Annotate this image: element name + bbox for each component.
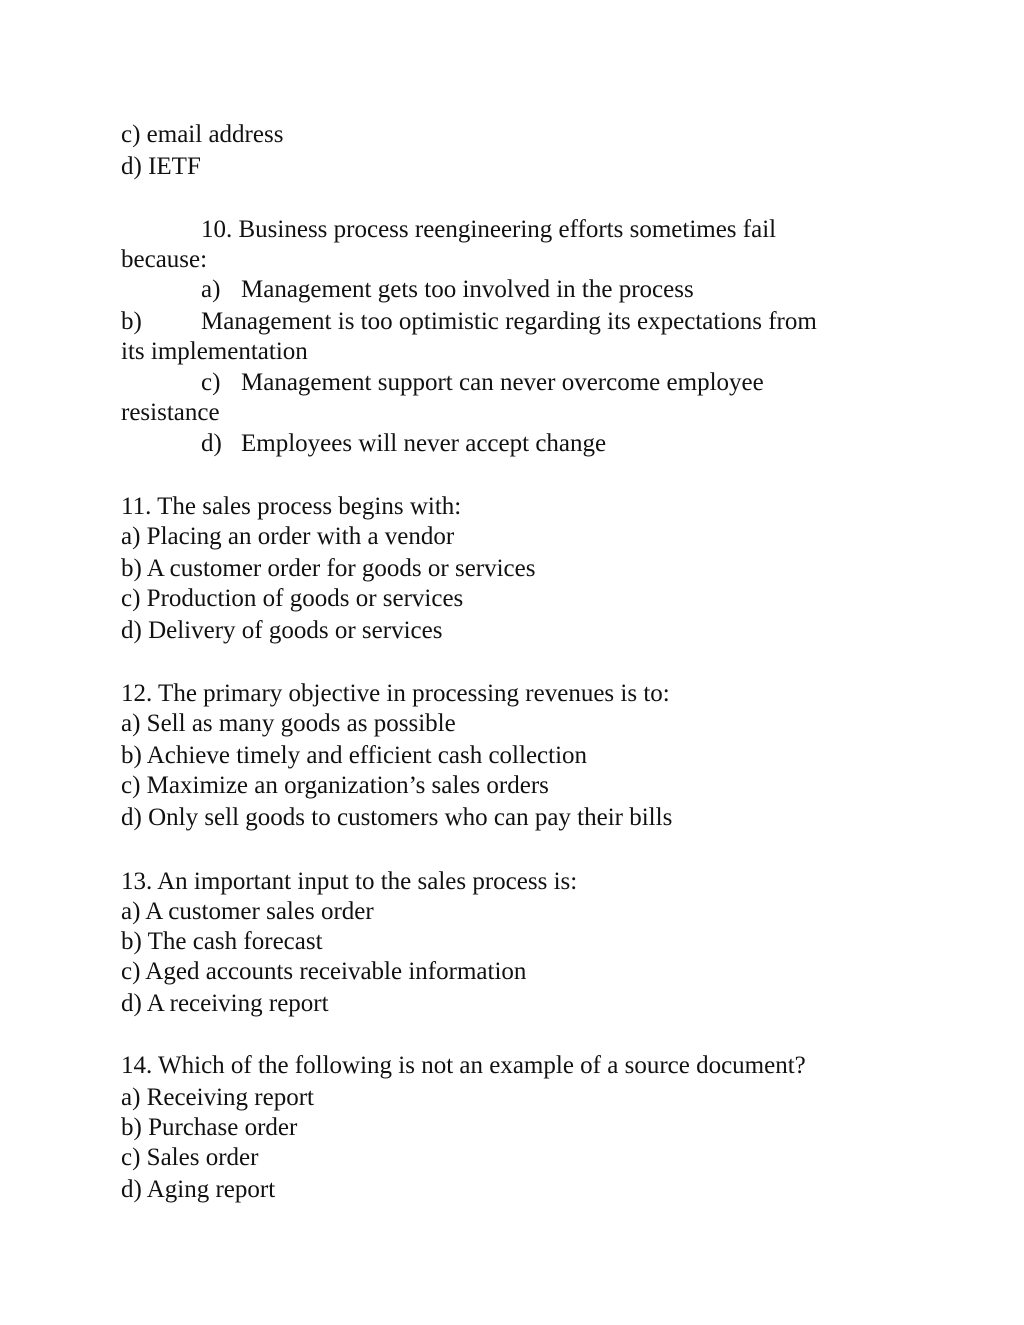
question-11-stem: 11. The sales process begins with: [121,493,462,520]
question-12-option-b: b) Achieve timely and efficient cash collection [121,742,588,769]
question-13-option-a: a) A customer sales order [121,898,374,925]
question-10-option-c-continued: resistance [121,399,220,426]
option-a-marker: a) [201,276,221,303]
question-14-stem: 14. Which of the following is not an example of a source document? [121,1052,806,1079]
question-14-option-c: c) Sales order [121,1144,259,1171]
question-13-stem: 13. An important input to the sales process is: [121,868,578,895]
option-d-text: Employees will never accept change [241,430,607,457]
option-c-marker: c) [201,369,221,396]
question-14-option-b: b) Purchase order [121,1114,298,1141]
option-a-text: Management gets too involved in the process [241,276,694,303]
question-11-option-b: b) A customer order for goods or services [121,555,536,582]
question-13-option-b: b) The cash forecast [121,928,323,955]
option-d-prev: d) IETF [121,153,201,180]
option-b-text: Management is too optimistic regarding its expectations from [201,308,817,335]
question-10-stem: 10. Business process reengineering efforts sometimes fail [201,216,777,243]
question-14-option-a: a) Receiving report [121,1084,314,1111]
option-c-prev: c) email address [121,121,284,148]
question-12-option-c: c) Maximize an organization’s sales orders [121,772,549,799]
question-12-option-a: a) Sell as many goods as possible [121,710,456,737]
option-c-text: Management support can never overcome employee [241,369,764,396]
question-13-option-d: d) A receiving report [121,990,329,1017]
question-12-option-d: d) Only sell goods to customers who can pay their bills [121,804,673,831]
question-10-option-a [201,275,694,305]
question-10-option-d [201,429,606,459]
question-10-option-c [201,368,764,398]
question-11-option-d: d) Delivery of goods or services [121,617,443,644]
question-12-stem: 12. The primary objective in processing revenues is to: [121,680,670,707]
question-13-option-c: c) Aged accounts receivable information [121,958,527,985]
question-10-option-b [121,307,817,337]
option-d-marker: d) [201,430,222,457]
question-10-option-b-continued: its implementation [121,338,308,365]
question-11-option-a: a) Placing an order with a vendor [121,523,455,550]
option-b-marker: b) [121,308,142,335]
question-14-option-d: d) Aging report [121,1176,276,1203]
question-10-stem-continued: because: [121,246,208,273]
question-11-option-c: c) Production of goods or services [121,585,464,612]
